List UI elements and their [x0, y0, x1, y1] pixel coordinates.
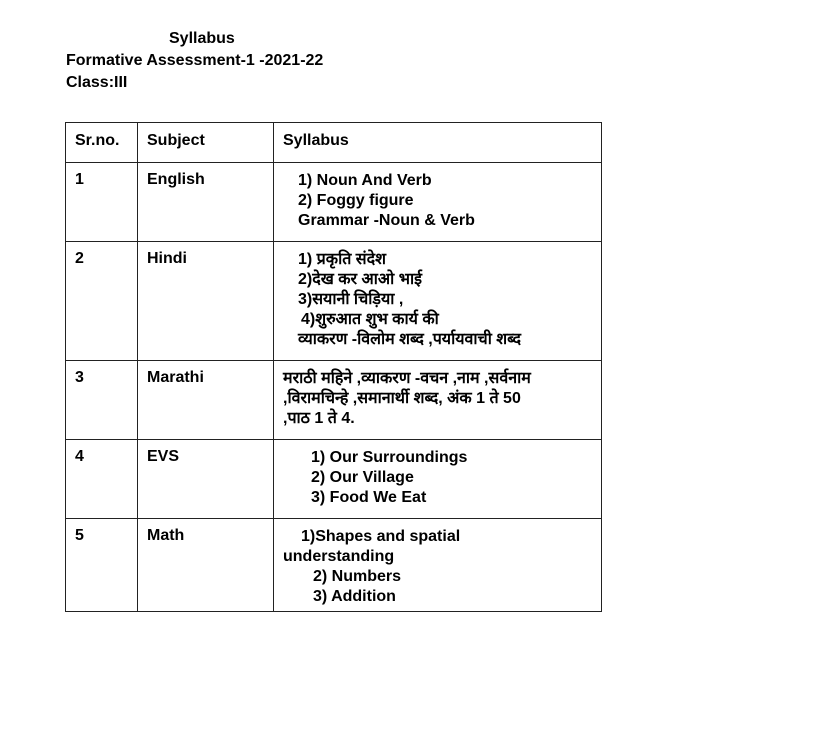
syllabus-line: 3) Addition	[313, 588, 396, 605]
document-header	[66, 29, 323, 95]
sr-no-cell: 5	[66, 519, 138, 612]
sr-no-cell: 2	[66, 242, 138, 361]
table-row	[66, 163, 602, 242]
subject-cell: Marathi	[138, 361, 274, 440]
syllabus-line: ,पाठ 1 ते 4.	[283, 410, 355, 427]
syllabus-cell	[274, 519, 602, 612]
syllabus-line: मराठी महिने ,व्याकरण -वचन ,नाम ,सर्वनाम	[283, 370, 531, 387]
syllabus-cell	[274, 440, 602, 519]
subject-cell: Hindi	[138, 242, 274, 361]
sr-no-cell: 3	[66, 361, 138, 440]
sr-no-cell: 1	[66, 163, 138, 242]
syllabus-line: 2) Foggy figure	[298, 192, 414, 209]
syllabus-line: 2)देख कर आओ भाई	[298, 271, 422, 288]
column-header-subject: Subject	[138, 123, 274, 163]
assessment-title: Formative Assessment-1 -2021-22	[66, 52, 324, 69]
syllabus-line: व्याकरण -विलोम शब्द ,पर्यायवाची शब्द	[298, 331, 521, 348]
syllabus-cell	[274, 242, 602, 361]
syllabus-cell	[274, 163, 602, 242]
table-row	[66, 242, 602, 361]
column-header-sr-no: Sr.no.	[66, 123, 138, 163]
subject-cell: Math	[138, 519, 274, 612]
column-header-syllabus: Syllabus	[274, 123, 602, 163]
table-row	[66, 519, 602, 612]
syllabus-line: 2) Our Village	[311, 469, 414, 486]
subject-cell: English	[138, 163, 274, 242]
syllabus-line: Grammar -Noun & Verb	[298, 212, 475, 229]
sr-no-cell: 4	[66, 440, 138, 519]
syllabus-line: 1) Our Surroundings	[311, 449, 468, 466]
page-title: Syllabus	[169, 30, 235, 47]
table-row	[66, 440, 602, 519]
syllabus-line: 2) Numbers	[313, 568, 402, 585]
subject-cell: EVS	[138, 440, 274, 519]
syllabus-line: 1) प्रकृति संदेश	[298, 251, 386, 268]
syllabus-cell	[274, 361, 602, 440]
syllabus-line: ,विरामचिन्हे ,समानार्थी शब्द, अंक 1 ते 50	[283, 390, 521, 407]
syllabus-line: 1)Shapes and spatial	[301, 528, 461, 545]
syllabus-line: 3)सयानी चिड़िया ,	[298, 291, 404, 308]
table-header-row	[66, 123, 602, 163]
syllabus-table	[65, 122, 602, 612]
table-row	[66, 361, 602, 440]
syllabus-line: 1) Noun And Verb	[298, 172, 432, 189]
syllabus-line: 4)शुरुआत शुभ कार्य की	[301, 311, 439, 328]
syllabus-line: understanding	[283, 548, 395, 565]
class-label: Class:III	[66, 74, 128, 91]
syllabus-line: 3) Food We Eat	[311, 489, 427, 506]
